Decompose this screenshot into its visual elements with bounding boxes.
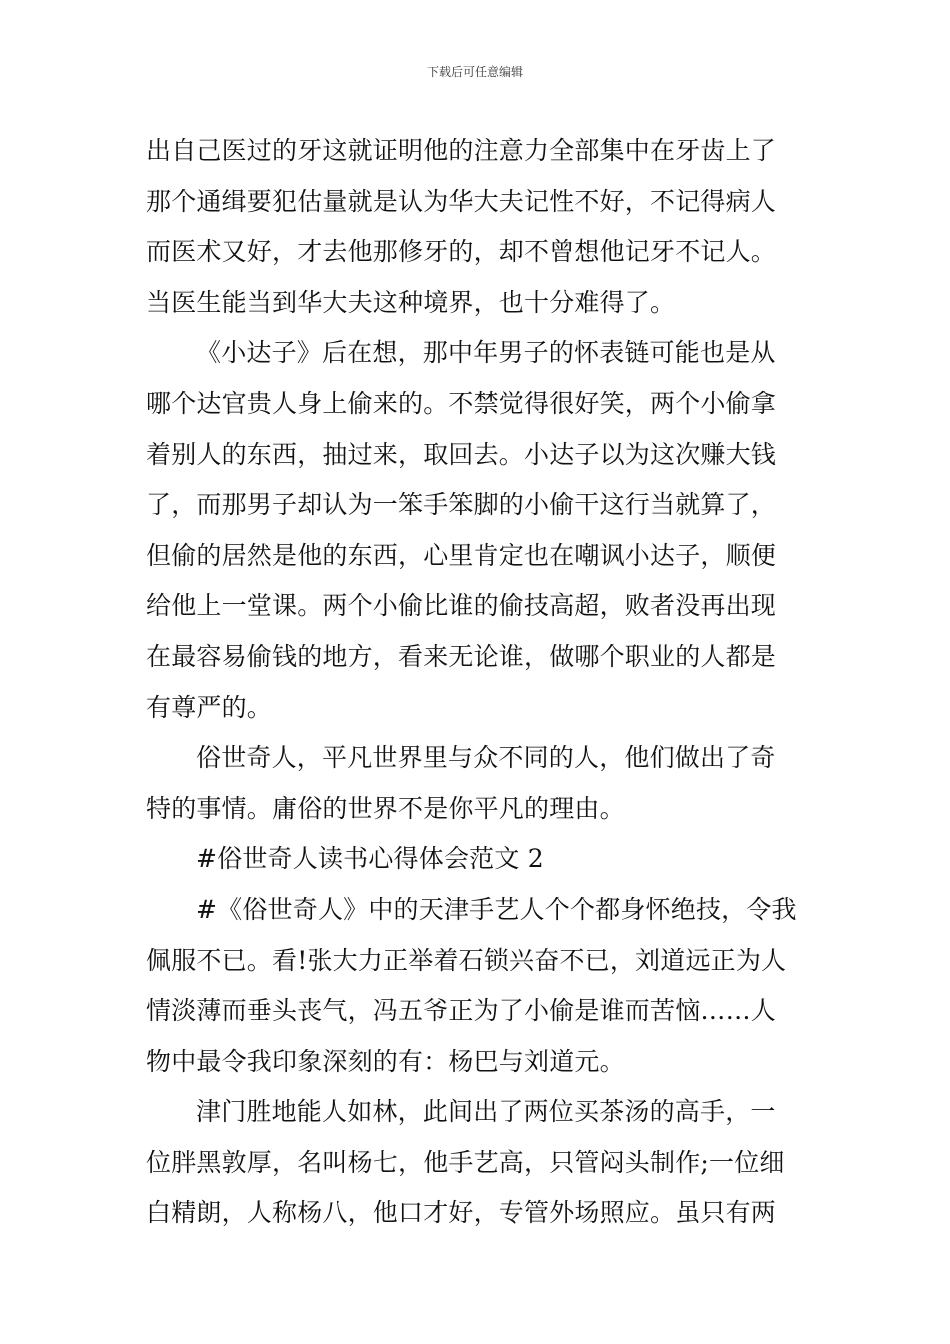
- text-line: 当医生能当到华大夫这种境界，也十分难得了。: [146, 287, 676, 317]
- text-line: 但偷的居然是他的东西，心里肯定也在嘲讽小达子，顺便: [146, 540, 777, 570]
- text-line: 俗世奇人，平凡世界里与众不同的人，他们做出了奇: [196, 743, 776, 773]
- text-line: 特的事情。庸俗的世界不是你平凡的理由。: [146, 793, 625, 823]
- section-heading: #俗世奇人读书心得体会范文 2: [196, 844, 544, 874]
- text-line: 佩服不已。看!张大力正举着石锁兴奋不已，刘道远正为人: [146, 945, 787, 975]
- text-line: 《小达子》后在想，那中年男子的怀表链可能也是从: [196, 338, 776, 368]
- text-line: #《俗世奇人》中的天津手艺人个个都身怀绝技，令我: [196, 894, 797, 924]
- text-line: 位胖黑敦厚，名叫杨七，他手艺高，只管闷头制作;一位细: [146, 1147, 785, 1177]
- text-line: 了，而那男子却认为一笨手笨脚的小偷干这行当就算了，: [146, 490, 777, 520]
- text-line: 物中最令我印象深刻的有：杨巴与刘道元。: [146, 1046, 625, 1076]
- text-line: 给他上一堂课。两个小偷比谁的偷技高超，败者没再出现: [146, 591, 777, 621]
- text-line: 那个通缉要犯估量就是认为华大夫记性不好，不记得病人: [146, 186, 777, 216]
- text-line: 白精朗，人称杨八，他口才好，专管外场照应。虽只有两: [146, 1198, 777, 1228]
- text-line: 有尊严的。: [146, 692, 273, 722]
- text-line: 津门胜地能人如林，此间出了两位买茶汤的高手，一: [196, 1097, 776, 1127]
- text-line: 出自己医过的牙这就证明他的注意力全部集中在牙齿上了: [146, 136, 777, 165]
- text-line: 而医术又好，才去他那修牙的，却不曾想他记牙不记人。: [146, 237, 777, 267]
- text-line: 哪个达官贵人身上偷来的。不禁觉得很好笑，两个小偷拿: [146, 388, 777, 418]
- document-body: [146, 126, 810, 1239]
- text-line: 在最容易偷钱的地方，看来无论谁，做哪个职业的人都是: [146, 641, 777, 671]
- page-header: 下载后可任意编辑: [426, 65, 523, 79]
- text-line: 情淡薄而垂头丧气，冯五爷正为了小偷是谁而苦恼……人: [146, 996, 777, 1026]
- text-line: 着别人的东西，抽过来，取回去。小达子以为这次赚大钱: [146, 439, 777, 469]
